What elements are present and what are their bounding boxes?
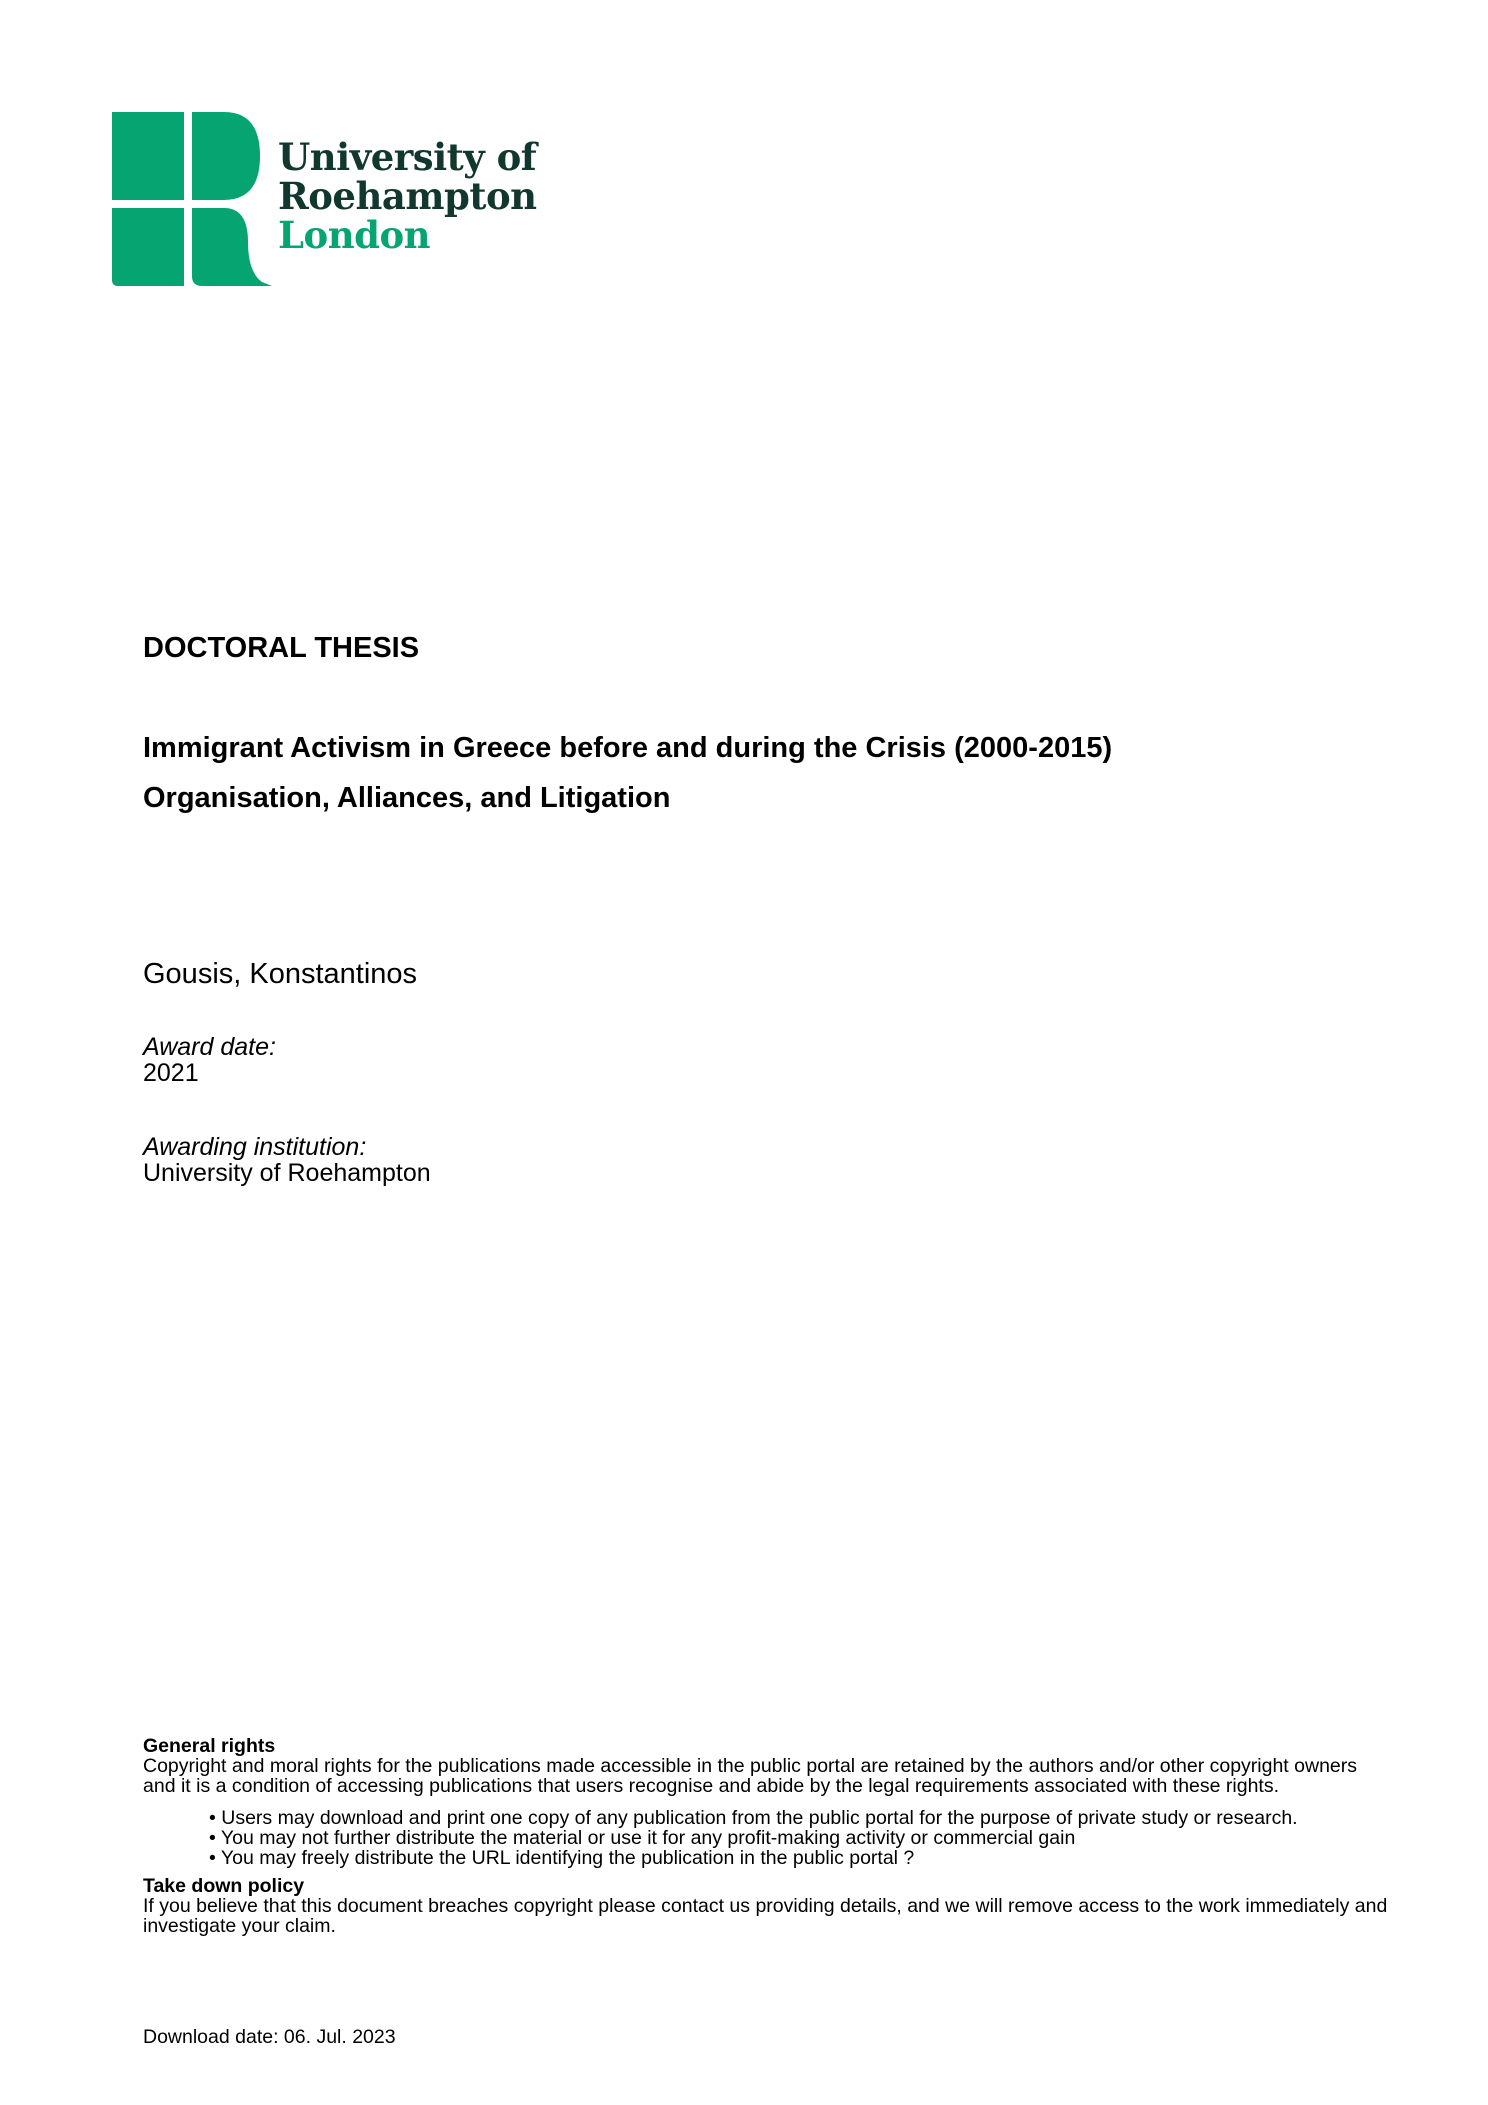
thesis-subtitle: Organisation, Alliances, and Litigation [143, 782, 671, 814]
list-item: • You may freely distribute the URL identifying the publication in the public portal ? [209, 1847, 915, 1869]
logo-line-3: London [278, 213, 431, 257]
award-date-value: 2021 [143, 1059, 199, 1087]
document-type: DOCTORAL THESIS [143, 632, 420, 664]
awarding-institution-label: Awarding institution: [143, 1133, 367, 1161]
take-down-text: If you believe that this document breaches copyright please contact us providing details, and we will remove access to the work immediately and investigate your claim. [143, 1895, 1388, 1937]
award-date-label: Award date: [143, 1033, 276, 1061]
author-name: Gousis, Konstantinos [143, 958, 418, 990]
list-item: • You may not further distribute the material or use it for any profit-making activity or commercial gain [209, 1827, 1076, 1849]
roehampton-r-logo-icon [112, 112, 272, 292]
take-down-heading: Take down policy [143, 1875, 305, 1897]
rights-footer [143, 1736, 1393, 1936]
award-date-block [143, 1034, 276, 1086]
rights-bullet-list [209, 1808, 1393, 1868]
awarding-institution-block [143, 1134, 431, 1186]
logo-line-2: Roehampton [278, 174, 537, 218]
general-rights-text: Copyright and moral rights for the publications made accessible in the public portal are retained by the authors and/or other copyright owners and it is a condition of accessing publications that users recognise and abide by the legal requirements associated with these rights. [143, 1755, 1358, 1797]
awarding-institution-value: University of Roehampton [143, 1159, 431, 1187]
thesis-title: Immigrant Activism in Greece before and during the Crisis (2000-2015) [143, 732, 1113, 764]
download-date: Download date: 06. Jul. 2023 [143, 2026, 396, 2048]
general-rights-heading: General rights [143, 1735, 276, 1757]
list-item: • Users may download and print one copy of any publication from the public portal for the purpose of private study or research. [209, 1807, 1298, 1829]
university-logo [112, 112, 537, 292]
logo-line-1: University of [278, 135, 537, 179]
